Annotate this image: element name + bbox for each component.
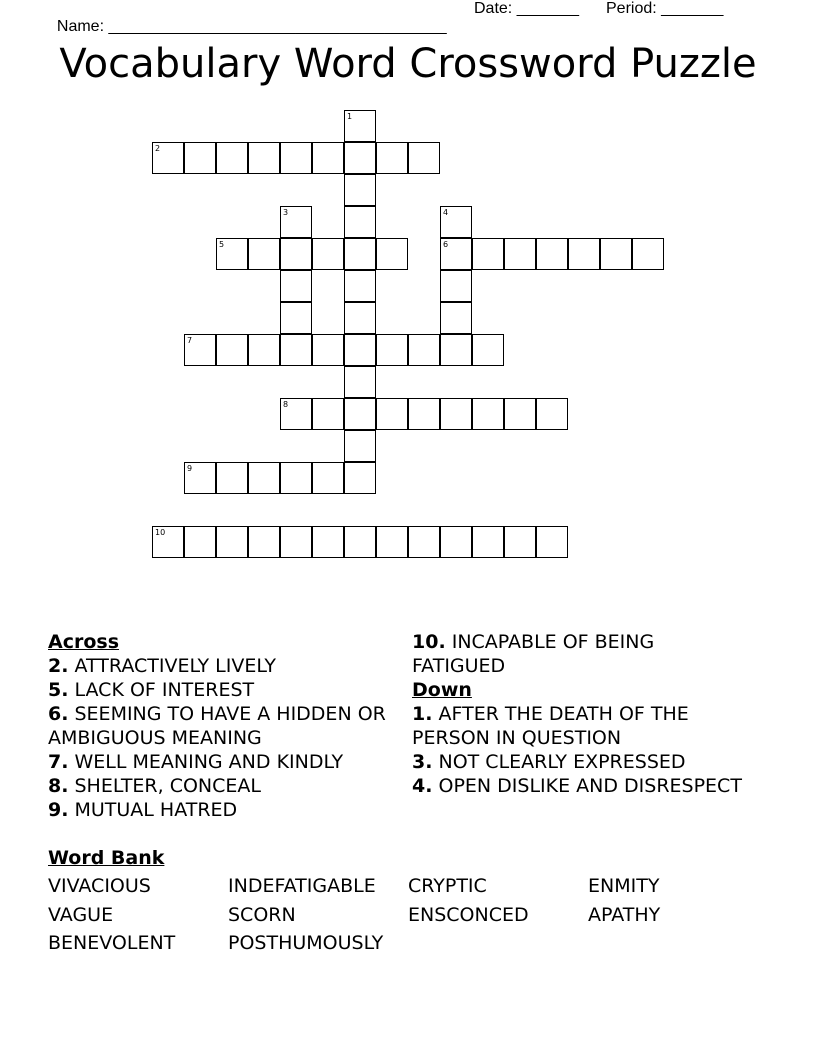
clue-item xyxy=(412,630,752,678)
clue-item xyxy=(48,678,388,702)
clue-text: NOT CLEARLY EXPRESSED xyxy=(432,751,686,773)
crossword-cell[interactable] xyxy=(280,238,312,270)
crossword-cell[interactable] xyxy=(216,462,248,494)
crossword-cell[interactable] xyxy=(312,238,344,270)
clues-left-column xyxy=(48,630,388,822)
across-heading: Across xyxy=(48,631,120,653)
crossword-cell[interactable] xyxy=(344,430,376,462)
clue-number: 4 xyxy=(443,208,449,217)
crossword-cell[interactable] xyxy=(408,142,440,174)
crossword-cell[interactable] xyxy=(312,334,344,366)
crossword-cell[interactable] xyxy=(216,334,248,366)
crossword-cell[interactable] xyxy=(376,398,408,430)
clue-number-label: 3. xyxy=(412,751,433,773)
clue-item xyxy=(48,702,388,750)
crossword-cell[interactable] xyxy=(344,334,376,366)
crossword-cell[interactable] xyxy=(280,142,312,174)
crossword-cell[interactable] xyxy=(248,142,280,174)
clue-number-label: 1. xyxy=(412,703,433,725)
clue-number: 9 xyxy=(187,464,193,473)
crossword-cell[interactable] xyxy=(440,302,472,334)
clue-item xyxy=(412,774,752,798)
date-field-label[interactable]: Date: _______ xyxy=(474,0,579,17)
clue-number-label: 6. xyxy=(48,703,69,725)
word-bank-word: ENMITY xyxy=(588,875,660,897)
crossword-cell[interactable] xyxy=(344,238,376,270)
down-clue-list xyxy=(412,702,752,798)
clue-item xyxy=(412,750,752,774)
clue-number-label: 7. xyxy=(48,751,69,773)
crossword-cell[interactable] xyxy=(280,334,312,366)
crossword-cell[interactable] xyxy=(440,334,472,366)
clue-item xyxy=(48,654,388,678)
crossword-cell[interactable] xyxy=(344,366,376,398)
crossword-cell[interactable] xyxy=(472,398,504,430)
word-bank-word: APATHY xyxy=(588,903,661,926)
crossword-cell[interactable] xyxy=(440,206,472,238)
clue-item xyxy=(48,750,388,774)
clue-number-label: 9. xyxy=(48,799,69,821)
clue-item xyxy=(48,774,388,798)
crossword-cell[interactable] xyxy=(344,174,376,206)
crossword-cell[interactable] xyxy=(216,526,248,558)
crossword-cell[interactable] xyxy=(408,398,440,430)
crossword-cell[interactable] xyxy=(280,526,312,558)
crossword-cell[interactable] xyxy=(344,462,376,494)
period-field-label[interactable]: Period: _______ xyxy=(606,0,724,17)
crossword-cell[interactable] xyxy=(248,238,280,270)
word-bank-word: INDEFATIGABLE xyxy=(228,875,376,897)
crossword-cell[interactable] xyxy=(280,462,312,494)
clue-text: MUTUAL HATRED xyxy=(68,799,238,821)
word-bank xyxy=(48,846,768,958)
crossword-cell[interactable] xyxy=(184,462,216,494)
word-bank-word: POSTHUMOUSLY xyxy=(228,932,384,954)
crossword-cell[interactable] xyxy=(280,270,312,302)
crossword-cell[interactable] xyxy=(440,270,472,302)
crossword-cell[interactable] xyxy=(440,526,472,558)
crossword-cell[interactable] xyxy=(440,398,472,430)
clues-right-column xyxy=(412,630,752,798)
down-heading: Down xyxy=(412,679,472,701)
crossword-cell[interactable] xyxy=(184,142,216,174)
clue-number-label: 5. xyxy=(48,679,69,701)
crossword-cell[interactable] xyxy=(344,398,376,430)
word-bank-word: CRYPTIC xyxy=(408,875,487,897)
crossword-cell[interactable] xyxy=(536,398,568,430)
word-bank-list xyxy=(48,872,768,958)
crossword-cell[interactable] xyxy=(312,462,344,494)
crossword-cell[interactable] xyxy=(632,238,664,270)
crossword-cell[interactable] xyxy=(184,526,216,558)
crossword-cell[interactable] xyxy=(248,334,280,366)
clue-item xyxy=(412,702,752,750)
crossword-cell[interactable] xyxy=(504,398,536,430)
crossword-cell[interactable] xyxy=(344,270,376,302)
clue-number: 5 xyxy=(219,240,225,249)
word-bank-word: VAGUE xyxy=(48,903,114,926)
clue-number-label: 10. xyxy=(412,631,446,653)
crossword-cell[interactable] xyxy=(312,142,344,174)
crossword-cell[interactable] xyxy=(184,334,216,366)
crossword-cell[interactable] xyxy=(376,526,408,558)
crossword-cell[interactable] xyxy=(344,142,376,174)
crossword-cell[interactable] xyxy=(280,206,312,238)
crossword-cell[interactable] xyxy=(472,238,504,270)
crossword-cell[interactable] xyxy=(216,238,248,270)
clue-text: AFTER THE DEATH OF THE PERSON IN QUESTION xyxy=(412,703,689,749)
clue-text: INCAPABLE OF BEING FATIGUED xyxy=(412,631,655,677)
clue-item xyxy=(48,798,388,822)
crossword-cell[interactable] xyxy=(312,398,344,430)
crossword-cell[interactable] xyxy=(472,334,504,366)
clue-text: OPEN DISLIKE AND DISRESPECT xyxy=(432,775,742,797)
clue-number: 7 xyxy=(187,336,193,345)
across-clue-list-continued xyxy=(412,630,752,678)
clue-number-label: 2. xyxy=(48,655,69,677)
crossword-cell[interactable] xyxy=(376,334,408,366)
crossword-cell[interactable] xyxy=(376,238,408,270)
crossword-cell[interactable] xyxy=(248,462,280,494)
crossword-cell[interactable] xyxy=(344,302,376,334)
page-title: Vocabulary Word Crossword Puzzle xyxy=(59,41,757,87)
crossword-cell[interactable] xyxy=(408,334,440,366)
crossword-cell[interactable] xyxy=(280,398,312,430)
crossword-cell[interactable] xyxy=(376,142,408,174)
word-bank-word: BENEVOLENT xyxy=(48,932,176,954)
clue-text: LACK OF INTEREST xyxy=(68,679,255,701)
clue-number-label: 8. xyxy=(48,775,69,797)
crossword-cell[interactable] xyxy=(536,238,568,270)
crossword-cell[interactable] xyxy=(312,526,344,558)
clue-text: ATTRACTIVELY LIVELY xyxy=(68,655,277,677)
name-field-label[interactable]: Name: ______________________________________ xyxy=(56,18,447,35)
word-bank-word: SCORN xyxy=(228,903,296,926)
crossword-cell[interactable] xyxy=(216,142,248,174)
clue-text: SHELTER, CONCEAL xyxy=(68,775,261,797)
crossword-cell[interactable] xyxy=(568,238,600,270)
clue-number-label: 4. xyxy=(412,775,433,797)
clue-number: 6 xyxy=(443,240,449,249)
crossword-cell[interactable] xyxy=(440,238,472,270)
crossword-cell[interactable] xyxy=(280,302,312,334)
clue-number: 10 xyxy=(155,528,166,537)
crossword-cell[interactable] xyxy=(344,526,376,558)
word-bank-heading: Word Bank xyxy=(48,847,165,869)
clue-number: 8 xyxy=(283,400,289,409)
crossword-cell[interactable] xyxy=(504,238,536,270)
crossword-cell[interactable] xyxy=(344,206,376,238)
crossword-cell[interactable] xyxy=(152,526,184,558)
crossword-cell[interactable] xyxy=(408,526,440,558)
clue-text: WELL MEANING AND KINDLY xyxy=(68,751,344,773)
clue-number: 2 xyxy=(155,144,161,153)
crossword-cell[interactable] xyxy=(344,110,376,142)
clue-text: SEEMING TO HAVE A HIDDEN OR AMBIGUOUS MEANING xyxy=(48,703,386,749)
word-bank-word: ENSCONCED xyxy=(408,903,529,926)
crossword-cell[interactable] xyxy=(600,238,632,270)
crossword-cell[interactable] xyxy=(152,142,184,174)
clue-number: 1 xyxy=(347,112,353,121)
crossword-cell[interactable] xyxy=(504,526,536,558)
crossword-cell[interactable] xyxy=(472,526,504,558)
clue-number: 3 xyxy=(283,208,289,217)
crossword-cell[interactable] xyxy=(536,526,568,558)
across-clue-list xyxy=(48,654,388,822)
word-bank-word: VIVACIOUS xyxy=(48,875,151,897)
crossword-cell[interactable] xyxy=(248,526,280,558)
